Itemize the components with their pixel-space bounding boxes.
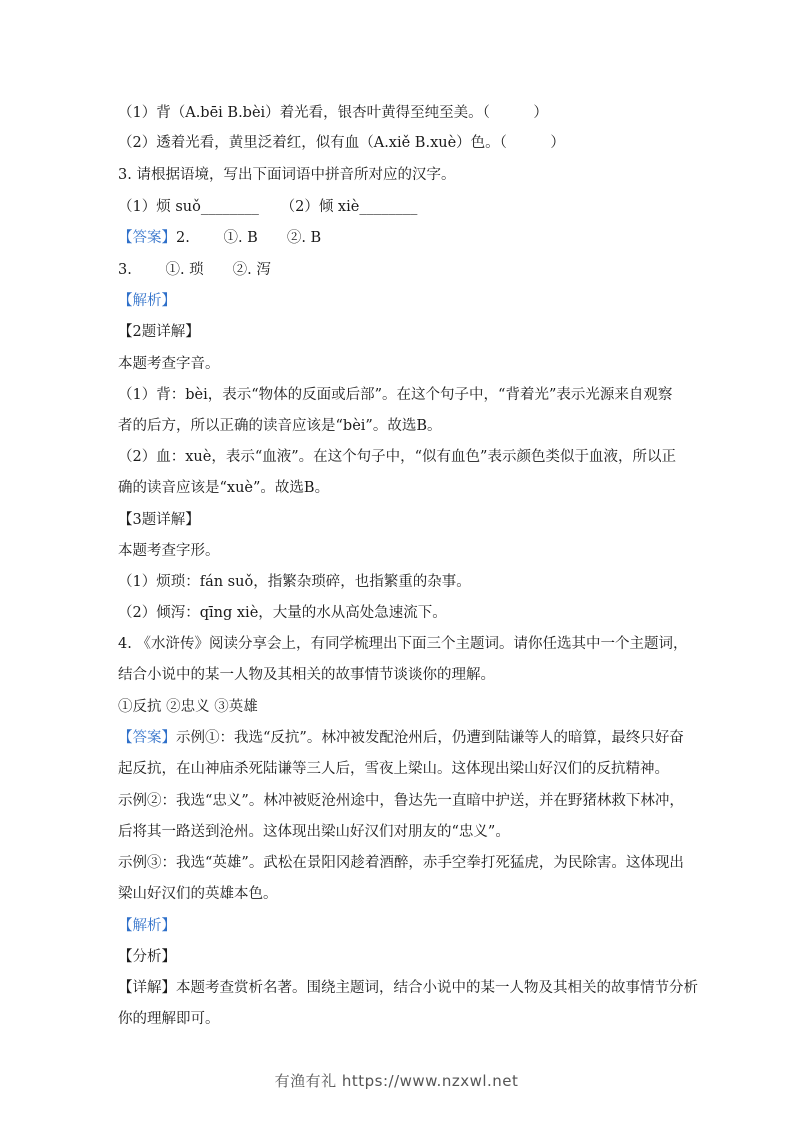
answer-tag: 【答案】	[118, 230, 176, 246]
q4-options: ①反抗 ②忠义 ③英雄	[118, 699, 258, 715]
q4-answer-line-1	[118, 728, 684, 748]
example-3b: 梁山好汉们的英雄本色。	[118, 886, 278, 902]
detail-tag: 【详解】	[118, 980, 176, 996]
q4-prompt-b: 结合小说中的某一人物及其相关的故事情节谈谈你的理解。	[118, 667, 495, 683]
q2-detail-p1b: 者的后方，所以正确的读音应该是“bèi”。故选B。	[118, 418, 442, 434]
answer-line-2: 3. ①. 琐 ②. 泻	[118, 262, 271, 278]
detail-text-a: 本题考查赏析名著。围绕主题词，结合小说中的某一人物及其相关的故事情节分析	[176, 980, 698, 996]
q2-detail-p2a: （2）血：xuè，表示“血液”。在这个句子中，“似有血色”表示颜色类似于血液，所以正	[118, 449, 676, 465]
q2-detail-intro: 本题考查字音。	[118, 356, 220, 372]
answer-tag: 【答案】	[118, 730, 176, 746]
example-1b: 起反抗，在山神庙杀死陆谦等三人后，雪夜上梁山。这体现出梁山好汉们的反抗精神。	[118, 761, 669, 777]
q2-detail-p1a: （1）背：bèi，表示“物体的反面或后部”。在这个句子中，“背着光”表示光源来自观察	[118, 387, 673, 403]
analysis-tag-2: 【解析】	[118, 918, 176, 934]
example-1a: 示例①：我选“反抗”。林冲被发配沧州后，仍遭到陆谦等人的暗算，最终只好奋	[176, 730, 684, 746]
q3-detail-heading: 【3题详解】	[118, 512, 200, 528]
answer-line-1	[118, 228, 321, 248]
detail-line-a	[118, 978, 698, 998]
q2-detail-p2b: 确的读音应该是“xuè”。故选B。	[118, 480, 330, 496]
q2-item-2: （2）透着光看，黄里泛着红，似有血（A.xiě B.xuè）色。（ ）	[118, 135, 565, 151]
example-3a: 示例③：我选“英雄”。武松在景阳冈趁着酒醉，赤手空拳打死猛虎，为民除害。这体现出	[118, 855, 684, 871]
q3-detail-p2: （2）倾泻：qīng xiè，大量的水从高处急速流下。	[118, 605, 447, 621]
analysis-tag: 【解析】	[118, 293, 176, 309]
q2-item-1: （1）背（A.bēi B.bèi）着光看，银杏叶黄得至纯至美。（ ）	[118, 105, 548, 121]
example-2b: 后将其一路送到沧州。这体现出梁山好汉们对朋友的“忠义”。	[118, 824, 510, 840]
q3-detail-p1: （1）烦琐：fán suǒ，指繁杂琐碎，也指繁重的杂事。	[118, 574, 471, 590]
q4-prompt-a: 4. 《水浒传》阅读分享会上，有同学梳理出下面三个主题词。请你任选其中一个主题词，	[118, 636, 688, 652]
answer-text: 2. ①. B ②. B	[176, 230, 322, 246]
q3-prompt: 3. 请根据语境，写出下面词语中拼音所对应的汉字。	[118, 167, 456, 183]
q3-items: （1）烦 suǒ________ （2）倾 xiè________	[118, 199, 418, 215]
analysis-heading: 【分析】	[118, 949, 176, 965]
q3-detail-intro: 本题考查字形。	[118, 543, 220, 559]
detail-line-b: 你的理解即可。	[118, 1011, 220, 1027]
q2-detail-heading: 【2题详解】	[118, 324, 200, 340]
example-2a: 示例②：我选“忠义”。林冲被贬沧州途中，鲁达先一直暗中护送，并在野猪林救下林冲，	[118, 793, 684, 809]
page-footer-watermark: 有渔有礼 https://www.nzxwl.net	[274, 1072, 519, 1090]
